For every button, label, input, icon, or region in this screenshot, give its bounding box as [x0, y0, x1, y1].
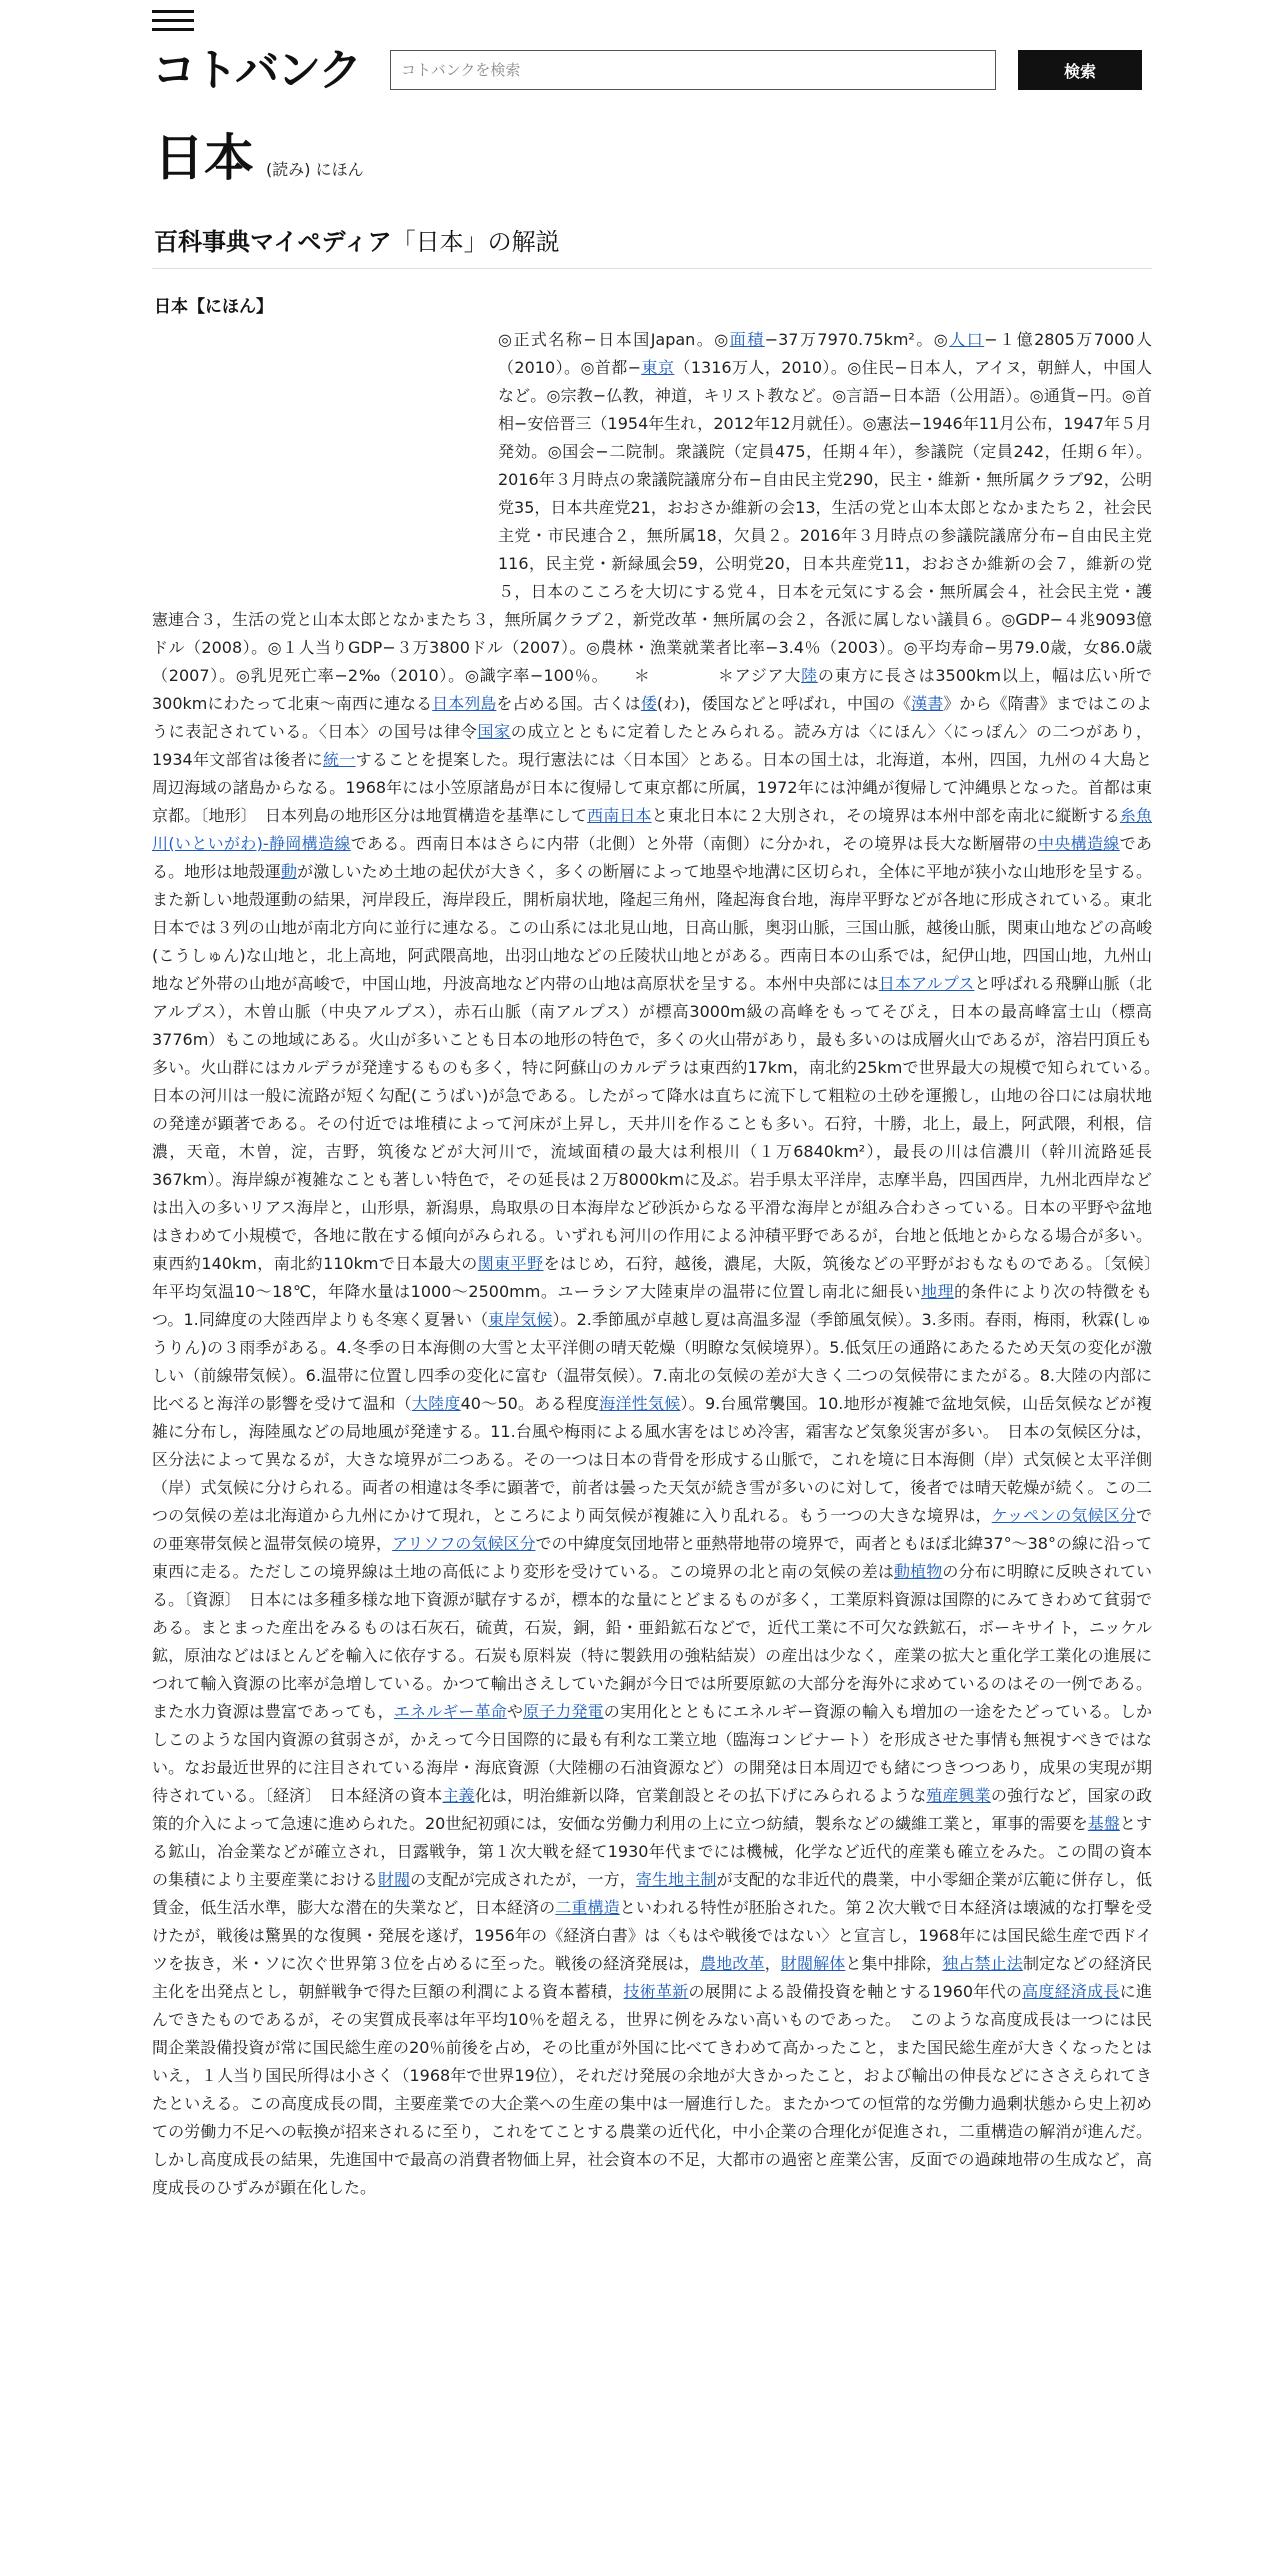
- body-text: とする鉱山，冶金業などが確立され，日露戦争，第１次大戦を経て1930年代までには機械，化学など近代的産業も確立をみた。この間の資本の集積により主要産業における: [152, 1814, 1152, 1889]
- term-link[interactable]: 技術革新: [623, 1982, 689, 2001]
- term-link[interactable]: エネルギー革命: [393, 1702, 507, 1721]
- body-text: ）。2.季節風が卓越し夏は高温多湿（季節風気候）。3.多雨。春雨，梅雨，秋霖(しゅうりん)の３雨季がある。4.冬季の日本海側の大雪と太平洋側の晴天乾燥（明瞭な気候境界）。5.低気圧の通路にあたるため天気の変化が激しい（前線帯気候）。6.温帯に位置し四季の変化に富む（温帯気候）。7.南北の気候の差が大きく二つの気候帯にまたがる。8.大陸の内部に比べると海洋の影響を受けて温和（: [152, 1310, 1152, 1413]
- body-text: が支配的な非近代的農業，中小零細企業が広範に併存し，低賃金，低生活水準，膨大な潜在的失業など，日本経済の: [152, 1870, 1152, 1917]
- body-text: に進んできたものであるが，その実質成長率は年平均10％を超える，世界に例をみない高いものであった。 このような高度成長は一つには民間企業設備投資が常に国民総生産の20％前後を占め，その比重が外国に比べてきわめて高かったこと，また国民総生産が大きくなったとはいえ，１人当り国民所得は小さく（1968年で世界19位），それだけ発展の余地が大きかったこと，および輸出の伸長などにささえられてきたといえる。この高度成長の間，主要産業での大企業への生産の集中は一層進行した。またかつての恒常的な労働力過剰状態から史上初めての労働力不足への転換が招来されるに至り，これをてことする農業の近代化，中小企業の合理化が促進され，二重構造の解消が進んだ。しかし高度成長の結果，先進国中で最高の消費者物価上昇，社会資本の不足，大都市の過密と産業公害，反面での過疎地帯の生成など，高度成長のひずみが顕在化した。: [152, 1982, 1152, 2197]
- term-link[interactable]: 倭: [640, 694, 657, 713]
- body-text: （1316万人，2010）。◎住民−日本人，アイヌ，朝鮮人，中国人など。◎宗教−仏教，神道，キリスト教など。◎言語−日本語（公用語）。◎通貨−円。◎首相−安倍晋三（1954年生れ，2012年12月就任）。◎憲法−1946年11月公布，1947年５月発効。◎国会−二院制。衆議院（定員475，任期４年），参議院（定員242，任期６年）。2016年３月時点の衆議院議席分布−自由民主党290，民主・維新・無所属クラブ92，公明党35，日本共産党21，おおさか維新の会13，生活の党と山本太郎となかまたち２，社会民主党・市民連合２，無所属18，欠員２。2016年３月時点の参議院議席分布−自由民主党116，民主党・新緑風会59，公明党20，日本共産党11，おおさか維新の会７，維新の党５，日本のこころを大切にする党４，日本を元気にする会・無所属会４，社会民主党・護憲連合３，生活の党と山本太郎となかまたち３，無所属クラブ２，新党改革・無所属の会２，各派に属しない議員６。◎GDP−４兆9093億ドル（2008）。◎１人当りGDP−３万3800ドル（2007）。◎農林・漁業就業者比率−3.4％（2003）。◎平均寿命−男79.0歳，女86.0歳（2007）。◎乳児死亡率−2‰（2010）。◎識字率−100％。 ＊ ＊アジア大: [152, 358, 1152, 685]
- search-input[interactable]: [390, 50, 996, 90]
- body-text: ，: [764, 1954, 781, 1973]
- body-text: での中緯度気団地帯と亜熱帯地帯の境界で，両者ともほぼ北緯37°〜38°の線に沿って東西に走る。ただしこの境界線は土地の高低により変形を受けている。この境界の北と南の気候の差は: [152, 1534, 1152, 1581]
- body-text: である。西南日本はさらに内帯（北側）と外帯（南側）に分かれ，その境界は長大な断層帯の: [350, 834, 1038, 853]
- title-word: 日本: [154, 128, 254, 187]
- term-link[interactable]: 二重構造: [555, 1898, 620, 1917]
- body-text: が激しいため土地の起伏が大きく，多くの断層によって地塁や地溝に区切られ，全体に平地が狭小な山地形を呈する。また新しい地殻運動の結果，河岸段丘，海岸段丘，開析扇状地，隆起三角州，隆起海食台地，海岸平野などが各地に形成されている。東北日本では３列の山地が南北方向に並行に連なる。この山系には北見山地，日高山脈，奥羽山脈，三国山脈，越後山脈，関東山地などの高峻(こうしゅん)な山地と，北上高地，阿武隈高地，出羽山地などの丘陵状山地とがある。西南日本の山系では，紀伊山地，四国山地，九州山地など外帯の山地が高峻で，中国山地，丹波高地など内帯の山地は高原状を呈する。本州中央部には: [152, 862, 1152, 993]
- term-link[interactable]: 統一: [323, 750, 356, 769]
- body-text: と集中排除，: [845, 1954, 943, 1973]
- term-link[interactable]: 日本アルプス: [878, 974, 975, 993]
- body-text: をはじめ，石狩，越後，濃尾，大阪，筑後などの平野がおもなものである。〔気候〕 年平均気温10〜18℃，年降水量は1000〜2500mm。ユーラシア大陸東岸の温帯に位置し南北に細長い: [152, 1254, 1168, 1301]
- term-link[interactable]: 東京: [641, 358, 675, 377]
- term-link[interactable]: 殖産興業: [926, 1786, 991, 1805]
- page-title: [154, 118, 364, 190]
- body-text: を占める国。古くは: [496, 694, 641, 713]
- term-link[interactable]: 原子力発電: [523, 1702, 604, 1721]
- term-link[interactable]: 基盤: [1087, 1814, 1120, 1833]
- body-text: や: [506, 1702, 524, 1721]
- term-link[interactable]: 海洋性気候: [599, 1394, 681, 1413]
- body-text: −１億2805万7000人（2010）。◎首都−: [498, 330, 1152, 377]
- term-link[interactable]: 大陸度: [411, 1394, 461, 1413]
- term-link[interactable]: ケッペンの気候区分: [991, 1506, 1136, 1525]
- section-source: 百科事典マイペディア: [154, 227, 392, 256]
- divider: [152, 268, 1152, 269]
- term-link[interactable]: 東岸気候: [488, 1310, 553, 1329]
- body-text: での亜寒帯気候と温帯気候の境界，: [152, 1506, 1152, 1553]
- term-link[interactable]: 陸: [801, 666, 818, 685]
- body-text: 》から《隋書》まではこのように表記されている。〈日本〉の国号は律令: [152, 694, 1152, 741]
- body-text: である。地形は地殻運: [152, 834, 1152, 881]
- search-button[interactable]: 検索: [1018, 50, 1142, 90]
- term-link[interactable]: 地理: [921, 1282, 955, 1301]
- body-text: 的条件により次の特徴をもつ。1.同緯度の大陸西岸よりも冬寒く夏暑い（: [152, 1282, 1152, 1329]
- body-text: といわれる特性が胚胎された。第２次大戦で日本経済は壊滅的な打撃を受けたが，戦後は驚異的な復興・発展を遂げ，1956年の《経済白書》は〈もはや戦後ではない〉と宣言し，1968年には国民総生産で西ドイツを抜き，米・ソに次ぐ世界第３位を占めるに至った。戦後の経済発展は，: [152, 1898, 1152, 1973]
- body-text: −37万7970.75km²。◎: [764, 330, 950, 349]
- term-link[interactable]: 財閥: [377, 1870, 411, 1889]
- term-link[interactable]: 国家: [477, 722, 511, 741]
- entry-heading: 日本【にほん】: [154, 297, 273, 317]
- term-link[interactable]: 動植物: [894, 1562, 943, 1581]
- body-text: することを提案した。現行憲法には〈日本国〉とある。日本の国土は，北海道，本州，四国，九州の４大島と周辺海域の諸島からなる。1968年には小笠原諸島が日本に復帰して東京都に所属，1972年には沖縄が復帰して沖縄県となった。首都は東京都。〔地形〕 日本列島の地形区分は地質構造を基準にして: [152, 750, 1152, 825]
- term-link[interactable]: 動: [280, 862, 298, 881]
- term-link[interactable]: 中央構造線: [1037, 834, 1120, 853]
- body-text: の実用化とともにエネルギー資源の輸入も増加の一途をたどっている。しかしこのような国内資源の貧弱さが，かえって今日国際的に最も有利な工業立地（臨海コンビナート）を形成させた事情も無視すべきではない。なお最近世界的に注目されている海岸・海底資源（大陸棚の石油資源など）の開発は日本周辺でも緒につきつつあり，成果の実現が期待されている。〔経済〕 日本経済の資本: [152, 1702, 1152, 1805]
- body-text: と呼ばれる飛騨山脈（北アルプス），木曽山脈（中央アルプス），赤石山脈（南アルプス）が標高3000m級の高峰をもってそびえ，日本の最高峰富士山（標高3776m）もこの地域にある。火山が多いことも日本の地形の特色で，多くの火山帯があり，最も多いのは成層火山であるが，溶岩円頂丘も多い。火山群にはカルデラが発達するものも多く，特に阿蘇山のカルデラは東西約17km，南北約25kmで世界最大の規模で知られている。 日本の河川は一般に流路が短く勾配(こうばい)が急である。したがって降水は直ちに流下して粗粒の土砂を運搬し，山地の谷口には扇状地の発達が顕著である。その付近では堆積によって河床が上昇し，天井川を作ることも多い。石狩，十勝，北上，最上，阿武隈，利根，信濃，天竜，木曽，淀，吉野，筑後などが大河川で，流域面積の最大は利根川（１万6840km²），最長の川は信濃川（幹川流路延長367km）。海岸線が複雑なことも著しい特色で，その延長は２万8000kmに及ぶ。岩手県太平洋岸，志摩半島，四国西岸，九州北西岸などは出入の多いリアス海岸と，山形県，新潟県，鳥取県の日本海岸など砂浜からなる平滑な海岸とが組み合わさっている。日本の平野や盆地はきわめて小規模で，各地に散在する傾向がみられる。いずれも河川の作用による沖積平野であるが，台地と低地とからなる場合が多い。東西約140km，南北約110kmで日本最大の: [152, 974, 1169, 1273]
- site-logo[interactable]: コトバンク: [152, 45, 361, 96]
- section-label: 「日本」の解説: [391, 228, 560, 256]
- section-heading: [154, 222, 560, 257]
- body-text: 40〜50。ある程度: [460, 1394, 600, 1413]
- body-text: の支配が完成されたが，一方，: [410, 1870, 636, 1889]
- term-link[interactable]: 財閥解体: [780, 1954, 846, 1973]
- term-link[interactable]: 人口: [949, 330, 985, 349]
- term-link[interactable]: アリソフの気候区分: [392, 1534, 536, 1553]
- term-link[interactable]: 寄生地主制: [635, 1870, 717, 1889]
- body-text: 制定などの経済民主化を出発点とし，朝鮮戦争で得た巨額の利潤による資本蓄積，: [152, 1954, 1152, 2001]
- body-text: と東北日本に２大別され，その境界は本州中部を南北に縦断する: [651, 806, 1120, 825]
- body-text: の東方に長さは3500km以上，幅は広い所で300kmにわたって北東〜南西に連なる: [152, 666, 1152, 713]
- term-link[interactable]: 主義: [442, 1786, 475, 1805]
- term-link[interactable]: 面積: [729, 330, 765, 349]
- term-link[interactable]: 日本列島: [432, 694, 497, 713]
- term-link[interactable]: 漢書: [911, 694, 944, 713]
- article-body: [152, 326, 1169, 2556]
- term-link[interactable]: 独占禁止法: [942, 1954, 1023, 1973]
- body-text: ）。9.台風常襲国。10.地形が複雑で盆地気候，山岳気候などが複雑に分布し，海陸風などの局地風が発達する。11.台風や梅雨による風水害をはじめ冷害，霜害など気象災害が多い。 日本の気候区分は，区分法によって異なるが，大きな境界が二つある。その一つは日本の背骨を形成する山脈で，これを境に日本海側（岸）式気候と太平洋側（岸）式気候に分けられる。両者の相違は冬季に顕著で，前者は曇った天気が続き雪が多いのに対して，後者では晴天乾燥が続く。この二つの気候の差は北海道から九州にかけて現れ，ところにより両気候が複雑に入り乱れる。もう一つの大きな境界は，: [152, 1394, 1152, 1525]
- body-text: の分布に明瞭に反映されている。〔資源〕 日本には多種多様な地下資源が賦存するが，標本的な量にとどまるものが多く，工業原料資源は国際的にみてきわめて貧弱である。まとまった産出をみるものは石灰石，硫黄，石炭，銅，鉛・亜鉛鉱石などで，近代工業に不可欠な鉄鉱石，ボーキサイト，ニッケル鉱，原油などはほとんどを輸入に依存する。石炭も原料炭（特に製鉄用の強粘結炭）の産出は少なく，産業の拡大と重化学工業化の進展につれて輸入資源の比率が急増している。かつて輸出さえしていた銅が今日では所要原鉱の大部分を海外に求めているのはその一例である。また水力資源は豊富であっても，: [152, 1562, 1152, 1721]
- term-link[interactable]: 糸魚川(いといがわ)-静岡構造線: [152, 806, 1152, 853]
- body-text: の強行など，国家の政策的介入によって急速に進められた。20世紀初頭には，安価な労働力利用の上に立つ紡績，製糸などの繊維工業と，軍事的需要を: [152, 1786, 1152, 1833]
- title-reading: (読み) にほん: [266, 160, 364, 179]
- body-text: の成立とともに定着したとみられる。読み方は〈にほん〉〈にっぽん〉の二つがあり，1934年文部省は後者に: [152, 722, 1152, 769]
- term-link[interactable]: 関東平野: [477, 1254, 544, 1273]
- term-link[interactable]: 農地改革: [700, 1954, 765, 1973]
- body-text: ◎正式名称−日本国Japan。◎: [498, 330, 730, 349]
- body-text: 化は，明治維新以降，官業創設とその払下げにみられるような: [474, 1786, 927, 1805]
- hamburger-menu-icon[interactable]: [152, 10, 194, 34]
- body-text: の展開による設備投資を軸とする1960年代の: [688, 1982, 1023, 2001]
- term-link[interactable]: 高度経済成長: [1022, 1982, 1120, 2001]
- body-text: (わ)，倭国などと呼ばれ，中国の《: [656, 694, 912, 713]
- term-link[interactable]: 西南日本: [587, 806, 652, 825]
- figure-placeholder: [152, 326, 498, 592]
